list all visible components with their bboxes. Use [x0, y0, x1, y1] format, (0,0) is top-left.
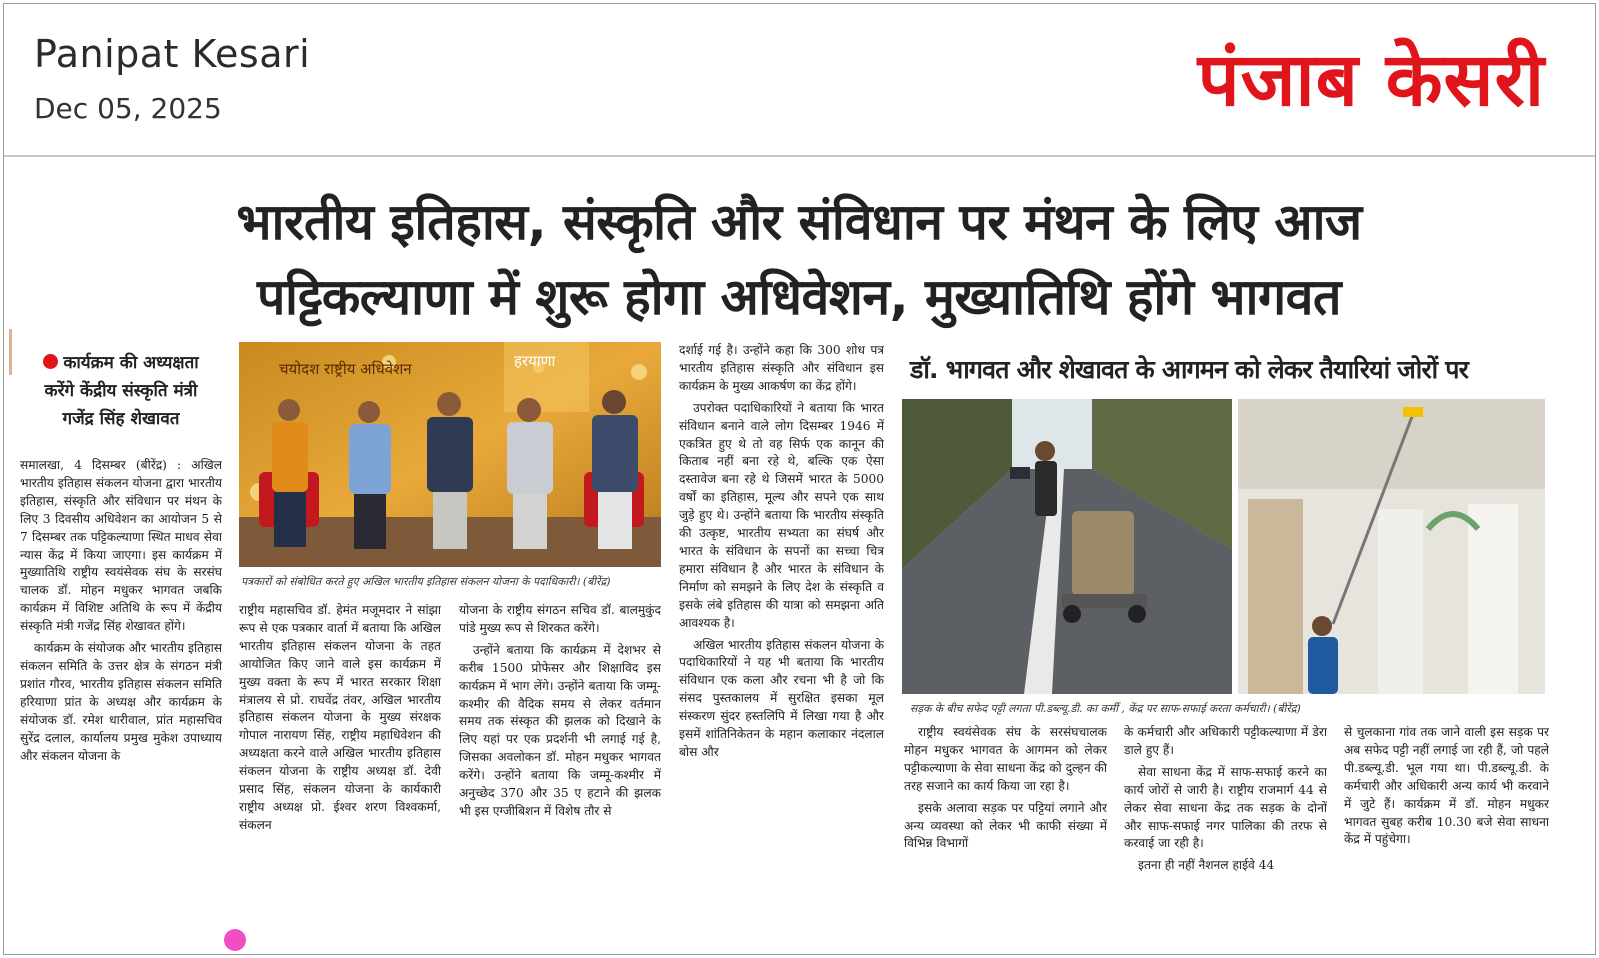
headline-line-1: भारतीय इतिहास, संस्कृति और संविधान पर मंथन के लिए आज: [236, 193, 1362, 251]
photo-caption-2: सड़क के बीच सफेद पट्टी लगता पी.डब्ल्यू.डी. का कर्मी , केंद्र पर साफ-सफाई करता कर्मचारी। (बीरेंद्र): [910, 702, 1301, 715]
deck-line-3: गजेंद्र सिंह शेखावत: [62, 409, 180, 429]
article-column-1: [20, 457, 222, 917]
edition-header: [4, 4, 1595, 157]
edition-name: Panipat Kesari: [34, 32, 311, 76]
article-paragraph: उन्होंने बताया कि कार्यक्रम में देशभर से करीब 1500 प्रोफेसर और शिक्षाविद इस कार्यक्रम में भाग लेंगे। उन्होंने बताया कि जम्मू-कश्मीर की वैदिक समय से लेकर वर्तमान समय तक संस्कृत की झलक को दिखाने के लिए यहां पर एक प्रदर्शनी भी लगाई गई है, जिसका अवलोकन डॉ. मोहन मधुकर भागवत करेंगे। उन्होंने बताया कि जम्मू-कश्मीर में अनुच्छेद 370 और 35 ए हटाने की झलक भी इस एग्जीबिशन में विशेष तौर से: [459, 642, 661, 818]
article-paragraph: समालखा, 4 दिसम्बर (बीरेंद्र) : अखिल भारतीय इतिहास संकलन योजना द्वारा भारतीय इतिहास, संस्कृति और संविधान पर मंथन के लिए 3 दिवसीय अधिवेशन का आयोजन 5 से 7 दिसम्बर तक पट्टिकल्याणा स्थित माधव सेवा न्यास केंद्र में किया जाएगा। इस कार्यक्रम में मुख्यातिथि राष्ट्रीय स्वयंसेवक संघ के सरसंघ चालक डॉ. मोहन मधुकर भागवत जबकि कार्यक्रम में विशिष्ट अतिथि के रूप में केंद्रीय संस्कृति मंत्री गजेंद्र सिंह शेखावत होंगे।: [20, 458, 222, 634]
article-paragraph: दर्शाई गई है। उन्होंने कहा कि 300 शोध पत्र भारतीय इतिहास संस्कृति और संविधान इस कार्यक्रम के मुख्य आकर्षण का केंद्र होंगे।: [679, 343, 884, 393]
deck-highlight: [20, 349, 222, 433]
article-paragraph: योजना के राष्ट्रीय संगठन सचिव डॉ. बालमुकुंद पांडे मुख्य रूप से शिरकत करेंगे।: [459, 603, 661, 635]
news-clipping: [4, 159, 1595, 954]
article-paragraph: से चुलकाना गांव तक जाने वाली इस सड़क पर अब सफेद पट्टी नहीं लगाई जा रही हैं, जो पहले पी.डब्ल्यू.डी. भूल गया था। पी.डब्ल्यू.डी. के कर्मचारी और अधिकारी अन्य कार्य भी करवाने में जुटे हैं। कार्यक्रम में डॉ. मोहन मधुकर भागवत सुबह करीब 10.30 बजे सेवा साधना केंद्र में पहुंचेगा।: [1344, 725, 1549, 847]
road-marking-photo: [902, 399, 1232, 694]
sidebar-column-2: [1124, 724, 1327, 954]
sidebar-subhead: डॉ. भागवत और शेखावत के आगमन को लेकर तैयारियां जोरों पर: [910, 355, 1469, 384]
banner-text-left: चयोदश राष्ट्रीय अधिवेशन: [279, 360, 412, 378]
press-conference-image: [239, 342, 661, 567]
cleaning-worker-image: [1238, 399, 1545, 694]
article-paragraph: राष्ट्रीय महासचिव डॉ. हेमंत मजूमदार ने सांझा रूप से एक पत्रकार वार्ता में बताया कि अखिल भारतीय इतिहास संकलन योजना के तहत आयोजित किए जाने वाले इस कार्यक्रम में मुख्य वक्ता के रूप में भारत सरकार शिक्षा मंत्रालय से प्रो. राघवेंद्र तंवर, अखिल भारतीय इतिहास संकलन योजना के मुख्य संरक्षक गोपाल नारायण सिंह, राष्ट्रीय महाधिवेशन की अध्यक्षता करने वाले अखिल भारतीय इतिहास संकलन योजना के राष्ट्रीय अध्यक्ष डॉ. देवी प्रसाद सिंह, संकलन योजना के कार्यकारी राष्ट्रीय अध्यक्ष प्रो. ईश्वर शरण विश्वकर्मा, संकलन: [239, 603, 441, 832]
article-paragraph: अखिल भारतीय इतिहास संकलन योजना के पदाधिकारियों ने यह भी बताया कि भारतीय संविधान एक कला और रचना भी है जो कि संसद पुस्तकालय में सुरक्षित इसका मूल संस्करण सुंदर हस्तलिपि में लिखा गया है और इसमें शांतिनिकेतन के महान कलाकार नंदलाल बोस और: [679, 637, 884, 759]
headline-line-2: पट्टिकल्याणा में शुरू होगा अधिवेशन, मुख्यातिथि होंगे भागवत: [257, 268, 1341, 326]
sidebar-column-3: [1344, 724, 1549, 954]
road-marking-image: [902, 399, 1232, 694]
newspaper-logo: पंजाब केसरी: [1197, 37, 1545, 123]
press-conference-photo: [239, 342, 661, 567]
article-paragraph: कार्यक्रम के संयोजक और भारतीय इतिहास संकलन समिति के उत्तर क्षेत्र के संगठन मंत्री प्रशांत गौरव, भारतीय इतिहास संकलन समिति हरियाणा प्रांत के अध्यक्ष और कार्यक्रम के संयोजक डॉ. रमेश धारीवाल, प्रांत महासचिव सुरेंद्र दलाल, कार्यालय प्रमुख मुकेश उपाध्याय और संकलन योजना के: [20, 641, 222, 763]
deck-line-1: कार्यक्रम की अध्यक्षता: [63, 353, 199, 373]
red-bullet-icon: [43, 354, 58, 369]
page-frame: [3, 3, 1596, 955]
banner-text-right: हरयाणा: [514, 352, 556, 370]
article-paragraph: इसके अलावा सड़क पर पट्टियां लगाने और अन्य व्यवस्था को लेकर भी काफी संख्या में विभिन्न विभागों: [904, 800, 1107, 851]
edge-mark: [9, 329, 12, 375]
article-paragraph: इतना ही नहीं नैशनल हाईवे 44: [1138, 858, 1275, 873]
cleaning-worker-photo: [1238, 399, 1545, 694]
article-paragraph: राष्ट्रीय स्वयंसेवक संघ के सरसंघचालक मोहन मधुकर भागवत के आगमन को लेकर पट्टीकल्याणा के सेवा साधना केंद्र को दुल्हन की तरह सजाने का कार्य किया जा रहा है।: [904, 725, 1107, 793]
edition-date: Dec 05, 2025: [34, 92, 222, 125]
sidebar-column-1: [904, 724, 1107, 954]
article-column-4: [679, 342, 884, 952]
article-paragraph: सेवा साधना केंद्र में साफ-सफाई करने का कार्य जोरों से जारी है। राष्ट्रीय राजमार्ग 44 से लेकर सेवा साधना केंद्र तक सड़क के दोनों और साफ-सफाई नगर पालिका की तरफ से करवाई जा रही है।: [1124, 764, 1327, 851]
photo-caption-1: पत्रकारों को संबोधित करते हुए अखिल भारतीय इतिहास संकलन योजना के पदाधिकारी। (बीरेंद्र): [241, 575, 611, 588]
deck-line-2: करेंगे केंद्रीय संस्कृति मंत्री: [44, 381, 198, 401]
article-paragraph: के कर्मचारी और अधिकारी पट्टीकल्याणा में डेरा डाले हुए हैं।: [1124, 725, 1327, 757]
article-column-2: [239, 602, 441, 952]
article-column-3: [459, 602, 661, 952]
article-paragraph: उपरोक्त पदाधिकारियों ने बताया कि भारत संविधान बनाने वाले लोग दिसम्बर 1946 में एकत्रित हुए थे तो वह सिर्फ एक कानून की किताब नहीं बना रहे थे, बल्कि एक ऐसा दस्तावेज बना रहे थे जिसमें भारत के 5000 वर्षों का इतिहास, मूल्य और सपने एक साथ जुड़े हुए थे। उन्होंने बताया कि भारतीय संस्कृति की उत्कृष्ट, भारतीय सभ्यता का संघर्ष और भारत के संविधान के सपनों का सच्चा चित्र हमारा संविधान है और भारत के संविधान के निर्माण को समझने के लिए देश के संस्कृति व इसके लंबे इतिहास की यात्रा को समझना अति आवश्यक है।: [679, 400, 884, 630]
